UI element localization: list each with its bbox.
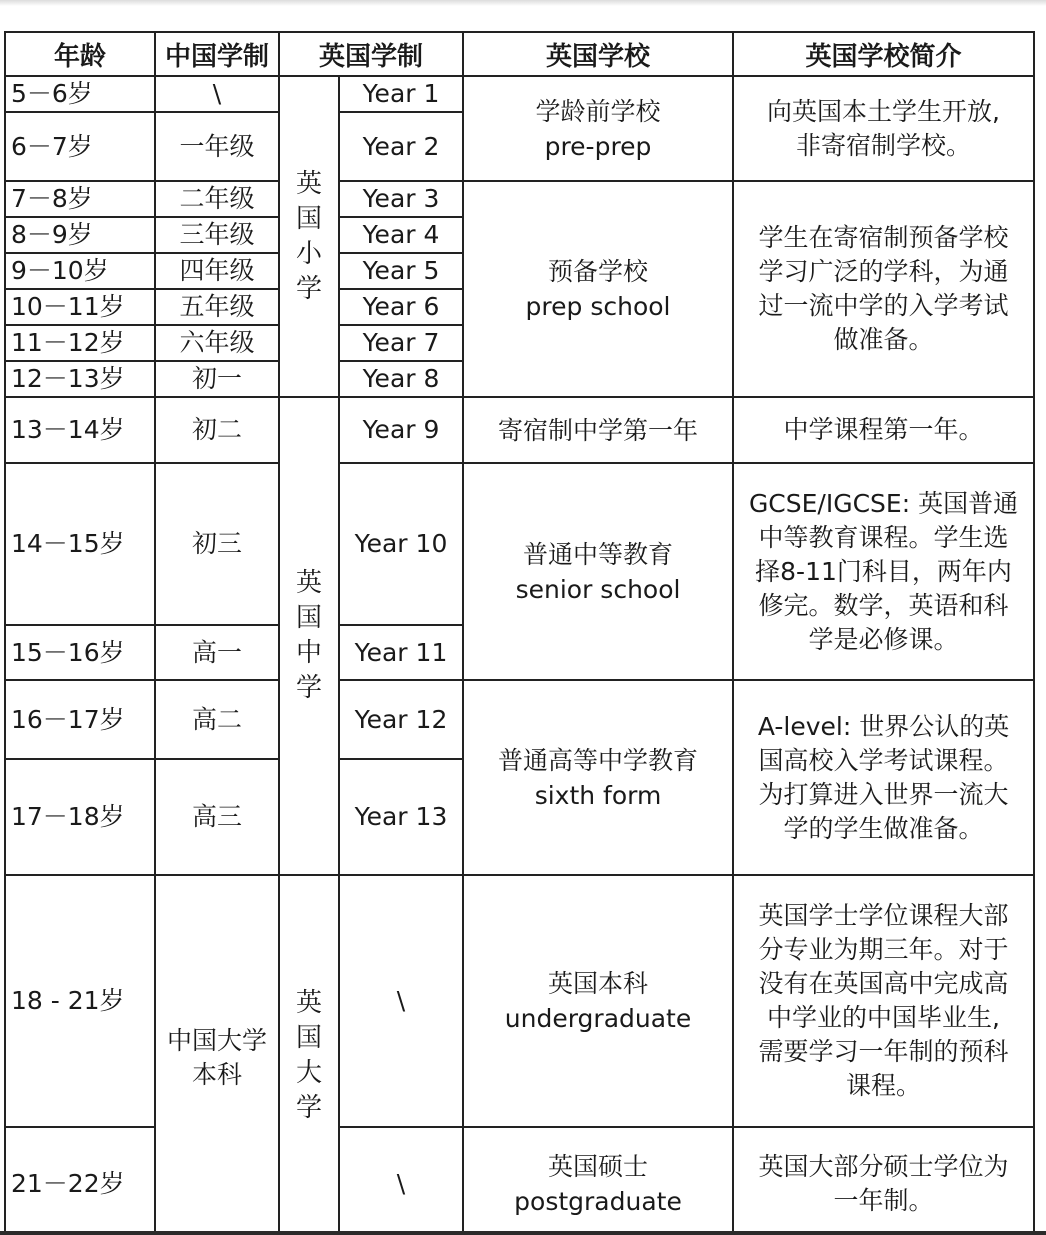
china-grade-cell: 初一 bbox=[155, 361, 279, 397]
china-grade-cell: 高二 bbox=[155, 680, 279, 759]
school-name-en: prep school bbox=[525, 292, 671, 321]
intro-line: 为打算进入世界一流大 bbox=[758, 779, 1009, 809]
intro-postgraduate bbox=[733, 1127, 1034, 1235]
table-row bbox=[5, 680, 1034, 759]
school-undergraduate bbox=[463, 875, 733, 1127]
intro-pre-prep bbox=[733, 76, 1034, 181]
stage-char: 中 bbox=[295, 638, 322, 668]
header-china-system: 中国学制 bbox=[155, 32, 279, 76]
header-age: 年龄 bbox=[5, 32, 155, 76]
uk-year-cell: Year 2 bbox=[339, 112, 463, 181]
header-uk-system: 英国学制 bbox=[279, 32, 463, 76]
age-cell: 16－17岁 bbox=[5, 680, 155, 759]
age-cell: 9－10岁 bbox=[5, 253, 155, 289]
age-cell: 11－12岁 bbox=[5, 325, 155, 361]
table-row bbox=[5, 76, 1034, 112]
intro-line: 中学业的中国毕业生, bbox=[767, 1003, 1000, 1032]
china-grade-cell: 二年级 bbox=[155, 181, 279, 217]
age-cell: 7－8岁 bbox=[5, 181, 155, 217]
intro-line: 学的学生做准备。 bbox=[783, 813, 984, 843]
school-name-en: pre-prep bbox=[544, 131, 652, 161]
intro-prep bbox=[733, 181, 1034, 397]
age-cell: 17－18岁 bbox=[5, 759, 155, 875]
stage-char: 国 bbox=[295, 203, 322, 234]
stage-char: 学 bbox=[295, 273, 322, 304]
table-header-row bbox=[5, 32, 1034, 76]
school-name-zh: 学龄前学校 bbox=[535, 96, 661, 126]
china-university-cell bbox=[155, 875, 279, 1235]
china-university-line: 本科 bbox=[191, 1060, 242, 1089]
intro-line: 需要学习一年制的预科 bbox=[758, 1037, 1009, 1066]
intro-line: 国高校入学考试课程。 bbox=[758, 745, 1009, 775]
uk-year-cell: Year 1 bbox=[339, 76, 463, 112]
age-cell: 13－14岁 bbox=[5, 397, 155, 463]
uk-year-cell: Year 6 bbox=[339, 289, 463, 325]
intro-line: GCSE/IGCSE: 英国普通 bbox=[748, 488, 1019, 518]
stage-primary bbox=[279, 76, 339, 397]
stage-char: 英 bbox=[295, 988, 322, 1018]
stage-char: 国 bbox=[295, 1023, 322, 1053]
intro-line: 英国学士学位课程大部 bbox=[758, 901, 1009, 930]
stage-char: 学 bbox=[295, 673, 322, 703]
uk-year-cell: Year 12 bbox=[339, 680, 463, 759]
intro-line: 英国大部分硕士学位为 bbox=[758, 1152, 1009, 1181]
table-row bbox=[5, 463, 1034, 625]
intro-line: 过一流中学的入学考试 bbox=[758, 291, 1009, 320]
china-grade-cell: 三年级 bbox=[155, 217, 279, 253]
school-name-en: sixth form bbox=[534, 780, 662, 810]
china-grade-cell: 初二 bbox=[155, 397, 279, 463]
uk-year-cell: Year 5 bbox=[339, 253, 463, 289]
school-boarding-first-year bbox=[463, 397, 733, 463]
stage-char: 学 bbox=[295, 1093, 322, 1123]
school-name-en: undergraduate bbox=[504, 1004, 692, 1033]
intro-line: 修完。数学，英语和科 bbox=[758, 590, 1009, 620]
intro-undergraduate bbox=[733, 875, 1034, 1127]
school-name-zh: 普通中等教育 bbox=[523, 539, 674, 569]
table-row bbox=[5, 875, 1034, 1127]
school-name-zh: 预备学校 bbox=[548, 257, 649, 286]
table-row bbox=[5, 181, 1034, 217]
intro-line: 非寄宿制学校。 bbox=[796, 130, 972, 160]
china-grade-cell: 初三 bbox=[155, 463, 279, 625]
school-name-zh: 寄宿制中学第一年 bbox=[498, 415, 699, 445]
age-cell: 14－15岁 bbox=[5, 463, 155, 625]
table-row bbox=[5, 397, 1034, 463]
age-cell: 8－9岁 bbox=[5, 217, 155, 253]
bottom-border-line bbox=[0, 1231, 1046, 1235]
intro-line: 学生在寄宿制预备学校 bbox=[758, 223, 1009, 252]
stage-char: 英 bbox=[295, 168, 322, 199]
school-postgraduate bbox=[463, 1127, 733, 1235]
uk-year-cell: Year 3 bbox=[339, 181, 463, 217]
intro-line: 择8-11门科目，两年内 bbox=[755, 556, 1012, 586]
age-cell: 6－7岁 bbox=[5, 112, 155, 181]
school-prep bbox=[463, 181, 733, 397]
china-grade-cell: 高一 bbox=[155, 625, 279, 680]
uk-year-cell: Year 7 bbox=[339, 325, 463, 361]
uk-year-cell: \ bbox=[339, 875, 463, 1127]
intro-line: A-level: 世界公认的英 bbox=[757, 711, 1010, 741]
header-uk-school-intro: 英国学校简介 bbox=[733, 32, 1034, 76]
school-sixth-form bbox=[463, 680, 733, 875]
intro-line: 课程。 bbox=[846, 1071, 922, 1100]
intro-line: 向英国本土学生开放, bbox=[767, 96, 1000, 126]
china-grade-cell: 六年级 bbox=[155, 325, 279, 361]
intro-line: 中学课程第一年。 bbox=[783, 415, 984, 444]
stage-char: 英 bbox=[295, 568, 322, 598]
stage-university bbox=[279, 875, 339, 1235]
china-grade-cell: 四年级 bbox=[155, 253, 279, 289]
china-grade-cell: 五年级 bbox=[155, 289, 279, 325]
intro-line: 学习广泛的学科，为通 bbox=[758, 257, 1009, 286]
stage-char: 小 bbox=[295, 238, 322, 269]
intro-line: 做准备。 bbox=[833, 325, 934, 354]
china-grade-cell: 一年级 bbox=[155, 112, 279, 181]
uk-year-cell: Year 11 bbox=[339, 625, 463, 680]
school-pre-prep bbox=[463, 76, 733, 181]
stage-char: 国 bbox=[295, 603, 322, 633]
intro-line: 中等教育课程。学生选 bbox=[758, 522, 1009, 552]
school-name-en: senior school bbox=[515, 574, 681, 604]
school-name-zh: 普通高等中学教育 bbox=[498, 745, 699, 775]
stage-char: 大 bbox=[295, 1058, 322, 1088]
uk-year-cell: \ bbox=[339, 1127, 463, 1235]
age-cell: 15－16岁 bbox=[5, 625, 155, 680]
school-name-en: postgraduate bbox=[514, 1187, 682, 1216]
school-name-zh: 英国本科 bbox=[548, 969, 649, 998]
stage-secondary bbox=[279, 397, 339, 875]
intro-line: 没有在英国高中完成高 bbox=[758, 969, 1009, 998]
uk-year-cell: Year 4 bbox=[339, 217, 463, 253]
uk-year-cell: Year 10 bbox=[339, 463, 463, 625]
age-cell: 5－6岁 bbox=[5, 76, 155, 112]
intro-senior bbox=[733, 463, 1034, 680]
china-university-line: 中国大学 bbox=[166, 1026, 267, 1055]
uk-china-education-table bbox=[4, 31, 1035, 1235]
intro-boarding-first-year bbox=[733, 397, 1034, 463]
china-grade-cell: 高三 bbox=[155, 759, 279, 875]
header-uk-school: 英国学校 bbox=[463, 32, 733, 76]
china-grade-cell: \ bbox=[155, 76, 279, 112]
intro-line: 分专业为期三年。对于 bbox=[758, 935, 1009, 964]
intro-sixth-form bbox=[733, 680, 1034, 875]
uk-year-cell: Year 8 bbox=[339, 361, 463, 397]
age-cell: 12－13岁 bbox=[5, 361, 155, 397]
intro-line: 一年制。 bbox=[833, 1186, 934, 1215]
age-cell: 21－22岁 bbox=[5, 1127, 155, 1235]
uk-year-cell: Year 13 bbox=[339, 759, 463, 875]
top-edge-shadow bbox=[0, 0, 1046, 6]
uk-year-cell: Year 9 bbox=[339, 397, 463, 463]
intro-line: 学是必修课。 bbox=[808, 624, 959, 654]
school-name-zh: 英国硕士 bbox=[548, 1152, 649, 1181]
age-cell: 10－11岁 bbox=[5, 289, 155, 325]
school-senior bbox=[463, 463, 733, 680]
age-cell: 18 - 21岁 bbox=[5, 875, 155, 1127]
